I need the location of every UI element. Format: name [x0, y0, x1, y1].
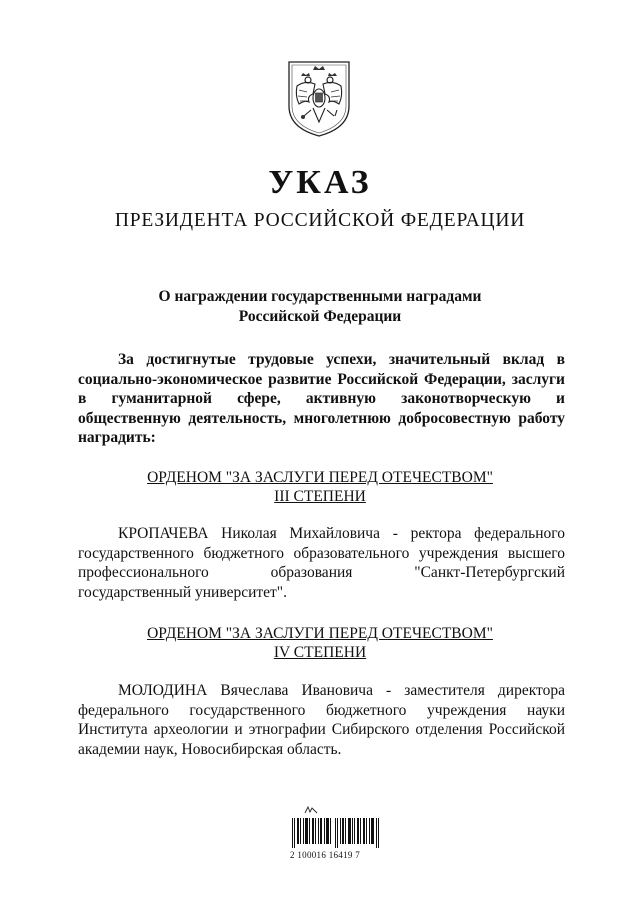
document-heading — [80, 287, 560, 327]
award-title-2-line-2: IV СТЕПЕНИ — [273, 644, 367, 661]
award-title-1 — [80, 468, 560, 506]
preamble-paragraph: За достигнутые трудовые успехи, значительный вклад в социально-экономическое развитие Российской Федерации, заслуги в гуманитарной сфере, активную законотворческую и общественную деятельность, многолетнюю добросовестную работу наградить: — [78, 351, 565, 446]
document-title: УКАЗ — [268, 164, 372, 201]
award-title-2-line-1: ОРДЕНОМ "ЗА ЗАСЛУГИ ПЕРЕД ОТЕЧЕСТВОМ" — [147, 625, 493, 642]
award-title-2 — [80, 624, 560, 662]
recipient-paragraph-1: КРОПАЧЕВА Николая Михайловича - ректора федерального государственного бюджетного образовательного учреждения высшего профессионального образования "Санкт-Петербургский государственный университет". — [78, 525, 565, 601]
barcode-icon — [292, 818, 380, 848]
heading-line-1: О награждении государственными наградами — [158, 288, 482, 305]
recipient-paragraph-2: МОЛОДИНА Вячеслава Ивановича - заместителя директора федерального государственного бюджетного учреждения науки Института археологии и этнографии Сибирского отделения Российской академии наук, Новосибирская область. — [78, 682, 565, 758]
coat-of-arms-icon — [277, 56, 361, 140]
signature-mark-icon — [304, 806, 318, 814]
award-title-1-line-2: III СТЕПЕНИ — [274, 488, 366, 505]
award-title-1-line-1: ОРДЕНОМ "ЗА ЗАСЛУГИ ПЕРЕД ОТЕЧЕСТВОМ" — [147, 469, 493, 486]
barcode-number: 2 100016 16419 7 — [290, 850, 361, 860]
document-subtitle: ПРЕЗИДЕНТА РОССИЙСКОЙ ФЕДЕРАЦИИ — [114, 210, 526, 231]
heading-line-2: Российской Федерации — [238, 308, 402, 325]
